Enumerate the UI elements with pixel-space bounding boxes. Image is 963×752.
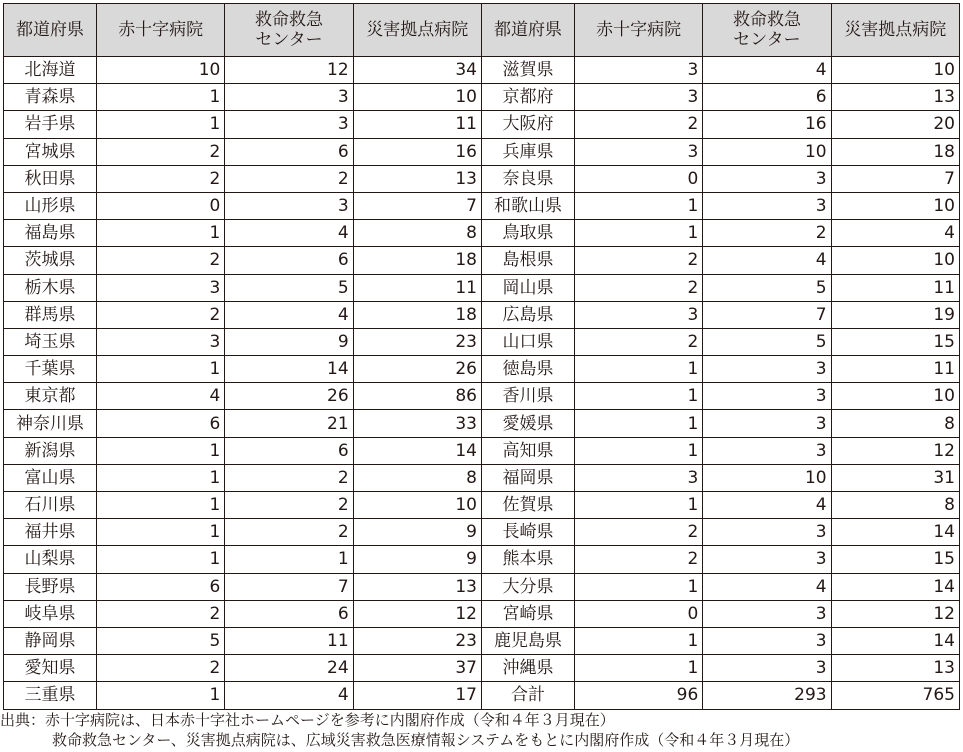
prefecture-cell: 石川県 xyxy=(4,492,97,519)
red-cross-count-cell: 1 xyxy=(97,682,225,709)
prefecture-cell: 鳥取県 xyxy=(481,220,574,247)
prefecture-cell: 高知県 xyxy=(481,437,574,464)
table-row xyxy=(4,328,960,355)
emergency-center-count-cell: 6 xyxy=(225,138,353,165)
prefecture-cell: 岐阜県 xyxy=(4,600,97,627)
disaster-hospital-count-cell: 86 xyxy=(353,383,481,410)
table-row xyxy=(4,165,960,192)
disaster-hospital-count-cell: 7 xyxy=(353,192,481,219)
prefecture-cell: 京都府 xyxy=(481,84,574,111)
emergency-center-count-cell: 3 xyxy=(703,519,831,546)
table-row xyxy=(4,192,960,219)
red-cross-count-cell: 1 xyxy=(97,111,225,138)
table-row xyxy=(4,220,960,247)
emergency-center-count-cell: 1 xyxy=(225,546,353,573)
prefecture-cell: 奈良県 xyxy=(481,165,574,192)
prefecture-cell: 広島県 xyxy=(481,301,574,328)
prefecture-cell: 佐賀県 xyxy=(481,492,574,519)
red-cross-count-cell: 96 xyxy=(575,682,703,709)
header-emergency-centers xyxy=(703,4,831,57)
disaster-hospital-count-cell: 7 xyxy=(831,165,959,192)
red-cross-count-cell: 5 xyxy=(97,627,225,654)
disaster-hospital-count-cell: 13 xyxy=(353,573,481,600)
prefecture-cell: 岩手県 xyxy=(4,111,97,138)
emergency-center-count-cell: 2 xyxy=(225,492,353,519)
prefecture-cell: 和歌山県 xyxy=(481,192,574,219)
prefecture-cell: 山梨県 xyxy=(4,546,97,573)
emergency-center-count-cell: 3 xyxy=(225,84,353,111)
emergency-center-count-cell: 5 xyxy=(703,274,831,301)
emergency-center-count-cell: 3 xyxy=(703,627,831,654)
disaster-hospital-count-cell: 10 xyxy=(831,383,959,410)
red-cross-count-cell: 6 xyxy=(97,573,225,600)
red-cross-count-cell: 2 xyxy=(575,247,703,274)
header-disaster-base-hospitals: 災害拠点病院 xyxy=(831,4,959,57)
disaster-hospital-count-cell: 11 xyxy=(831,356,959,383)
prefecture-cell: 鹿児島県 xyxy=(481,627,574,654)
prefecture-cell: 福島県 xyxy=(4,220,97,247)
table-header-row xyxy=(4,4,960,57)
table-row xyxy=(4,410,960,437)
disaster-hospital-count-cell: 8 xyxy=(831,492,959,519)
prefecture-cell: 群馬県 xyxy=(4,301,97,328)
table-row xyxy=(4,655,960,682)
red-cross-count-cell: 1 xyxy=(97,437,225,464)
disaster-hospital-count-cell: 23 xyxy=(353,627,481,654)
emergency-center-count-cell: 7 xyxy=(703,301,831,328)
header-emergency-line2: センター xyxy=(255,30,323,50)
table-row xyxy=(4,437,960,464)
red-cross-count-cell: 1 xyxy=(575,573,703,600)
emergency-center-count-cell: 5 xyxy=(703,328,831,355)
prefecture-cell: 三重県 xyxy=(4,682,97,709)
disaster-hospital-count-cell: 18 xyxy=(353,301,481,328)
table-row xyxy=(4,84,960,111)
red-cross-count-cell: 4 xyxy=(97,383,225,410)
prefecture-cell: 愛媛県 xyxy=(481,410,574,437)
emergency-center-count-cell: 26 xyxy=(225,383,353,410)
prefecture-cell: 福井県 xyxy=(4,519,97,546)
emergency-center-count-cell: 16 xyxy=(703,111,831,138)
emergency-center-count-cell: 3 xyxy=(225,111,353,138)
table-row xyxy=(4,138,960,165)
emergency-center-count-cell: 6 xyxy=(225,437,353,464)
prefecture-cell: 青森県 xyxy=(4,84,97,111)
prefecture-cell: 長野県 xyxy=(4,573,97,600)
emergency-center-count-cell: 3 xyxy=(703,546,831,573)
emergency-center-count-cell: 24 xyxy=(225,655,353,682)
disaster-hospital-count-cell: 13 xyxy=(831,84,959,111)
disaster-hospital-count-cell: 34 xyxy=(353,57,481,84)
table-row xyxy=(4,247,960,274)
prefecture-cell: 神奈川県 xyxy=(4,410,97,437)
header-emergency-centers xyxy=(225,4,353,57)
prefecture-cell: 沖縄県 xyxy=(481,655,574,682)
header-emergency-line1: 救命救急 xyxy=(732,10,801,30)
red-cross-count-cell: 0 xyxy=(97,192,225,219)
red-cross-count-cell: 1 xyxy=(575,627,703,654)
table-row xyxy=(4,464,960,491)
disaster-hospital-count-cell: 17 xyxy=(353,682,481,709)
emergency-center-count-cell: 3 xyxy=(703,383,831,410)
prefecture-cell: 宮城県 xyxy=(4,138,97,165)
prefecture-cell: 山口県 xyxy=(481,328,574,355)
emergency-center-count-cell: 3 xyxy=(703,437,831,464)
red-cross-count-cell: 3 xyxy=(97,328,225,355)
emergency-center-count-cell: 3 xyxy=(703,192,831,219)
disaster-hospital-count-cell: 11 xyxy=(831,274,959,301)
disaster-hospital-count-cell: 13 xyxy=(353,165,481,192)
red-cross-count-cell: 2 xyxy=(97,655,225,682)
disaster-hospital-count-cell: 10 xyxy=(831,247,959,274)
emergency-center-count-cell: 4 xyxy=(225,301,353,328)
disaster-hospital-count-cell: 12 xyxy=(831,437,959,464)
emergency-center-count-cell: 11 xyxy=(225,627,353,654)
disaster-hospital-count-cell: 19 xyxy=(831,301,959,328)
disaster-hospital-count-cell: 4 xyxy=(831,220,959,247)
emergency-center-count-cell: 21 xyxy=(225,410,353,437)
source-notes xyxy=(0,710,799,750)
red-cross-count-cell: 3 xyxy=(97,274,225,301)
table-row xyxy=(4,492,960,519)
disaster-hospital-count-cell: 14 xyxy=(831,573,959,600)
prefecture-cell: 島根県 xyxy=(481,247,574,274)
disaster-hospital-count-cell: 18 xyxy=(831,138,959,165)
disaster-hospital-count-cell: 26 xyxy=(353,356,481,383)
table-row xyxy=(4,600,960,627)
emergency-center-count-cell: 3 xyxy=(225,192,353,219)
red-cross-count-cell: 3 xyxy=(575,84,703,111)
table-row xyxy=(4,383,960,410)
disaster-hospital-count-cell: 20 xyxy=(831,111,959,138)
red-cross-count-cell: 2 xyxy=(97,600,225,627)
disaster-hospital-count-cell: 33 xyxy=(353,410,481,437)
source-note-line1: 出典：赤十字病院は、日本赤十字社ホームページを参考に内閣府作成（令和４年３月現在） xyxy=(0,711,615,729)
prefecture-cell: 滋賀県 xyxy=(481,57,574,84)
red-cross-count-cell: 0 xyxy=(575,165,703,192)
disaster-hospital-count-cell: 9 xyxy=(353,519,481,546)
red-cross-count-cell: 1 xyxy=(575,437,703,464)
prefecture-cell: 合計 xyxy=(481,682,574,709)
emergency-center-count-cell: 2 xyxy=(225,464,353,491)
prefecture-cell: 秋田県 xyxy=(4,165,97,192)
emergency-center-count-cell: 6 xyxy=(225,600,353,627)
prefecture-cell: 山形県 xyxy=(4,192,97,219)
table-row xyxy=(4,356,960,383)
prefecture-cell: 愛知県 xyxy=(4,655,97,682)
disaster-hospital-count-cell: 18 xyxy=(353,247,481,274)
prefecture-cell: 富山県 xyxy=(4,464,97,491)
emergency-center-count-cell: 3 xyxy=(703,655,831,682)
prefecture-cell: 熊本県 xyxy=(481,546,574,573)
red-cross-count-cell: 1 xyxy=(97,84,225,111)
prefecture-cell: 東京都 xyxy=(4,383,97,410)
emergency-center-count-cell: 4 xyxy=(703,57,831,84)
disaster-hospital-count-cell: 23 xyxy=(353,328,481,355)
header-prefecture: 都道府県 xyxy=(481,4,574,57)
table-row xyxy=(4,301,960,328)
disaster-hospital-count-cell: 8 xyxy=(353,464,481,491)
emergency-center-count-cell: 6 xyxy=(703,84,831,111)
emergency-center-count-cell: 14 xyxy=(225,356,353,383)
disaster-hospital-count-cell: 14 xyxy=(831,627,959,654)
red-cross-count-cell: 1 xyxy=(575,220,703,247)
disaster-hospital-count-cell: 16 xyxy=(353,138,481,165)
emergency-center-count-cell: 4 xyxy=(703,247,831,274)
table-row xyxy=(4,519,960,546)
disaster-hospital-count-cell: 10 xyxy=(353,492,481,519)
red-cross-count-cell: 6 xyxy=(97,410,225,437)
emergency-center-count-cell: 2 xyxy=(225,165,353,192)
red-cross-count-cell: 2 xyxy=(575,111,703,138)
emergency-center-count-cell: 4 xyxy=(225,682,353,709)
prefecture-cell: 新潟県 xyxy=(4,437,97,464)
prefecture-cell: 静岡県 xyxy=(4,627,97,654)
emergency-center-count-cell: 2 xyxy=(703,220,831,247)
red-cross-count-cell: 1 xyxy=(575,492,703,519)
prefecture-cell: 栃木県 xyxy=(4,274,97,301)
prefecture-cell: 長崎県 xyxy=(481,519,574,546)
red-cross-count-cell: 10 xyxy=(97,57,225,84)
red-cross-count-cell: 2 xyxy=(575,328,703,355)
prefecture-cell: 岡山県 xyxy=(481,274,574,301)
disaster-hospital-count-cell: 8 xyxy=(353,220,481,247)
red-cross-count-cell: 2 xyxy=(575,546,703,573)
source-note-line2: 救命救急センター、災害拠点病院は、広域災害救急医療情報システムをもとに内閣府作成（令和４年３月現在） xyxy=(52,731,800,749)
prefecture-cell: 兵庫県 xyxy=(481,138,574,165)
disaster-hospital-count-cell: 11 xyxy=(353,111,481,138)
emergency-center-count-cell: 2 xyxy=(225,519,353,546)
emergency-center-count-cell: 3 xyxy=(703,600,831,627)
red-cross-count-cell: 2 xyxy=(575,519,703,546)
table-row xyxy=(4,274,960,301)
disaster-hospital-count-cell: 13 xyxy=(831,655,959,682)
table-body xyxy=(4,57,960,710)
red-cross-count-cell: 3 xyxy=(575,138,703,165)
header-disaster-base-hospitals: 災害拠点病院 xyxy=(353,4,481,57)
header-emergency-line2: センター xyxy=(733,30,801,50)
table-row xyxy=(4,57,960,84)
red-cross-count-cell: 1 xyxy=(575,192,703,219)
prefecture-cell: 北海道 xyxy=(4,57,97,84)
red-cross-count-cell: 1 xyxy=(97,220,225,247)
red-cross-count-cell: 3 xyxy=(575,464,703,491)
emergency-center-count-cell: 9 xyxy=(225,328,353,355)
emergency-center-count-cell: 4 xyxy=(703,492,831,519)
disaster-hospital-count-cell: 31 xyxy=(831,464,959,491)
prefecture-cell: 宮崎県 xyxy=(481,600,574,627)
prefecture-cell: 千葉県 xyxy=(4,356,97,383)
disaster-hospital-count-cell: 765 xyxy=(831,682,959,709)
red-cross-count-cell: 2 xyxy=(97,301,225,328)
disaster-hospital-count-cell: 15 xyxy=(831,546,959,573)
red-cross-count-cell: 2 xyxy=(97,165,225,192)
emergency-center-count-cell: 12 xyxy=(225,57,353,84)
disaster-hospital-count-cell: 10 xyxy=(831,57,959,84)
emergency-center-count-cell: 5 xyxy=(225,274,353,301)
table-row xyxy=(4,682,960,709)
prefecture-cell: 大分県 xyxy=(481,573,574,600)
emergency-center-count-cell: 6 xyxy=(225,247,353,274)
table-row xyxy=(4,111,960,138)
emergency-center-count-cell: 10 xyxy=(703,138,831,165)
red-cross-count-cell: 1 xyxy=(97,546,225,573)
red-cross-count-cell: 1 xyxy=(575,383,703,410)
disaster-hospital-count-cell: 10 xyxy=(831,192,959,219)
header-prefecture: 都道府県 xyxy=(4,4,97,57)
header-red-cross-hospitals: 赤十字病院 xyxy=(97,4,225,57)
table-row xyxy=(4,573,960,600)
red-cross-count-cell: 1 xyxy=(97,356,225,383)
disaster-hospital-count-cell: 15 xyxy=(831,328,959,355)
prefecture-cell: 香川県 xyxy=(481,383,574,410)
disaster-hospital-count-cell: 9 xyxy=(353,546,481,573)
header-red-cross-hospitals: 赤十字病院 xyxy=(575,4,703,57)
table-row xyxy=(4,546,960,573)
red-cross-count-cell: 1 xyxy=(575,356,703,383)
emergency-center-count-cell: 3 xyxy=(703,356,831,383)
emergency-center-count-cell: 7 xyxy=(225,573,353,600)
emergency-center-count-cell: 3 xyxy=(703,165,831,192)
prefecture-cell: 徳島県 xyxy=(481,356,574,383)
red-cross-count-cell: 1 xyxy=(97,492,225,519)
prefecture-cell: 埼玉県 xyxy=(4,328,97,355)
prefecture-cell: 茨城県 xyxy=(4,247,97,274)
red-cross-count-cell: 1 xyxy=(97,464,225,491)
header-emergency-line1: 救命救急 xyxy=(255,10,323,30)
disaster-hospital-count-cell: 8 xyxy=(831,410,959,437)
disaster-hospital-count-cell: 12 xyxy=(353,600,481,627)
red-cross-count-cell: 1 xyxy=(97,519,225,546)
red-cross-count-cell: 3 xyxy=(575,57,703,84)
emergency-center-count-cell: 293 xyxy=(703,682,831,709)
disaster-hospital-count-cell: 11 xyxy=(353,274,481,301)
prefecture-cell: 大阪府 xyxy=(481,111,574,138)
red-cross-count-cell: 2 xyxy=(97,247,225,274)
emergency-center-count-cell: 3 xyxy=(703,410,831,437)
disaster-hospital-count-cell: 14 xyxy=(831,519,959,546)
hospital-count-table xyxy=(3,3,960,710)
red-cross-count-cell: 2 xyxy=(575,274,703,301)
disaster-hospital-count-cell: 37 xyxy=(353,655,481,682)
emergency-center-count-cell: 4 xyxy=(703,573,831,600)
red-cross-count-cell: 3 xyxy=(575,301,703,328)
emergency-center-count-cell: 10 xyxy=(703,464,831,491)
emergency-center-count-cell: 4 xyxy=(225,220,353,247)
red-cross-count-cell: 2 xyxy=(97,138,225,165)
red-cross-count-cell: 1 xyxy=(575,655,703,682)
disaster-hospital-count-cell: 12 xyxy=(831,600,959,627)
table-row xyxy=(4,627,960,654)
red-cross-count-cell: 0 xyxy=(575,600,703,627)
disaster-hospital-count-cell: 14 xyxy=(353,437,481,464)
disaster-hospital-count-cell: 10 xyxy=(353,84,481,111)
red-cross-count-cell: 1 xyxy=(575,410,703,437)
prefecture-cell: 福岡県 xyxy=(481,464,574,491)
